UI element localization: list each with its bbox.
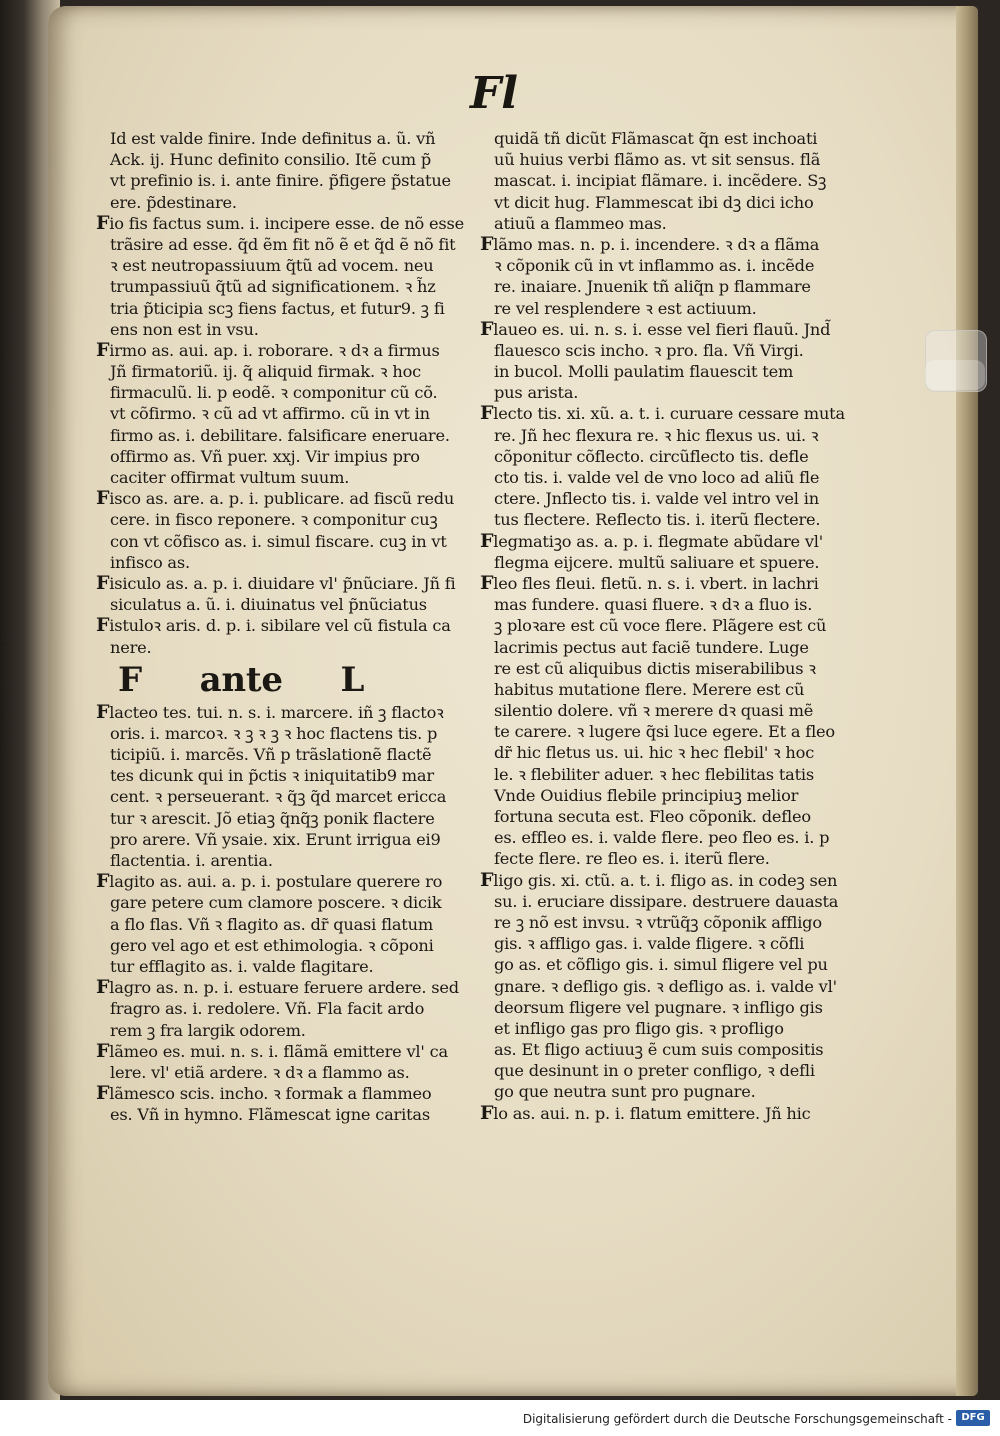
text-line: re. inaiare. Jnuenik tñ aliq̃n p flammare [494, 277, 811, 297]
text-line: firmo as. i. debilitare. falsificare eneruare. [110, 425, 450, 445]
text-line: pro arere. Vñ ysaie. xix. Erunt irrigua ei9 [110, 829, 441, 849]
text-line: cõponitur cõflecto. circũflecto tis. defle [494, 446, 809, 466]
text-line: Flo as. aui. n. p. i. flatum emittere. Jñ hic [480, 1102, 811, 1124]
text-line: ticipiũ. i. marcẽs. Vñ p trãslationẽ flactẽ [110, 745, 432, 765]
text-line: Jñ firmatoriũ. ij. q̃ aliquid firmak. ꝛ hoc [110, 362, 421, 382]
text-line: le. ꝛ flebiliter aduer. ꝛ hec flebilitas tatis [494, 764, 814, 784]
dfg-logo: DFG [956, 1410, 990, 1426]
text-line: vt dicit hug. Flammescat ibi dꝫ dici icho [494, 192, 814, 212]
text-line: tria p̃ticipia scꝫ fiens factus, et futur9. ꝫ fi [110, 298, 445, 318]
text-line: gare petere cum clamore poscere. ꝛ dicik [110, 893, 442, 913]
text-line: tur ꝛ arescit. Jõ etiaꝫ q̃nq̃ꝫ ponik flactere [110, 808, 435, 828]
text-line: in bucol. Molli paulatim flauescit tem [494, 362, 794, 382]
text-line: trumpassiuũ q̃tũ ad significationem. ꝛ h̃z [110, 277, 436, 297]
text-line: silentio dolere. vñ ꝛ merere dꝛ quasi mẽ [494, 701, 814, 721]
text-line: Fio fis factus sum. i. incipere esse. de nõ esse [96, 212, 465, 234]
text-line: tus flectere. Reflecto tis. i. iterũ flectere. [494, 510, 821, 530]
text-line: firmaculũ. li. p eodẽ. ꝛ componitur cũ cõ. [110, 383, 438, 403]
text-line: et infligo gas pro fligo gis. ꝛ profligo [494, 1018, 784, 1038]
text-line: Vnde Ouidius flebile principiuꝫ melior [494, 785, 799, 805]
text-line: infisco as. [110, 552, 190, 572]
text-line: Flacteo tes. tui. n. s. i. marcere. iñ ꝫ flactoꝛ [96, 701, 444, 723]
text-line: oris. i. marcoꝛ. ꝛ ꝫ ꝛ ꝫ ꝛ hoc flactens tis. p [110, 723, 438, 743]
text-line: es. Vñ in hymno. Flãmescat igne caritas [110, 1105, 430, 1125]
text-line: re ꝫ nõ est invsu. ꝛ vtrũq̃ꝫ cõponik affligo [494, 912, 822, 932]
text-line: Fisiculo as. a. p. i. diuidare vl' p̃nũciare. Jñ fi [96, 572, 456, 594]
text-line: flauesco scis incho. ꝛ pro. fla. Vñ Virgi. [494, 340, 804, 360]
text-line: uũ huius verbi flãmo as. vt sit sensus. flã [494, 150, 821, 170]
footer [0, 1400, 1000, 1436]
text-line: Flãmesco scis. incho. ꝛ formak a flammeo [96, 1083, 432, 1105]
page-right-edge [956, 6, 978, 1396]
text-line: Fisco as. are. a. p. i. publicare. ad fiscũ redu [96, 488, 455, 510]
text-line: cere. in fisco reponere. ꝛ componitur cuꝫ [110, 510, 438, 530]
text-line: dr̃ hic fletus us. ui. hic ꝛ hec flebil' ꝛ hoc [494, 743, 815, 763]
text-line: gero vel ago et est ethimologia. ꝛ cõponi [110, 935, 434, 955]
text-line: rem ꝫ fra largik odorem. [110, 1020, 306, 1040]
text-line: te carere. ꝛ lugere q̃si luce egere. Et a fleo [494, 722, 835, 742]
text-line: con vt cõfisco as. i. simul fiscare. cuꝫ in vt [110, 531, 447, 551]
text-line: es. effleo es. i. valde flere. peo fleo es. i. p [494, 828, 830, 848]
text-line: Flegmatiꝫo as. a. p. i. flegmate abũdare vl' [480, 530, 824, 552]
text-line: go que neutra sunt pro pugnare. [494, 1082, 756, 1102]
right-column [480, 128, 852, 1124]
text-line: re. Jñ hec flexura re. ꝛ hic flexus us. ui. ꝛ [494, 425, 819, 445]
text-line: ere. p̃destinare. [110, 192, 237, 212]
text-line: offirmo as. Vñ puer. xxj. Vir impius pro [110, 446, 420, 466]
text-line: Fligo gis. xi. ctũ. a. t. i. fligo as. in codeꝫ sen [480, 869, 838, 891]
text-line: ꝛ cõponik cũ in vt inflammo as. i. incẽde [494, 256, 815, 276]
text-line: Fleo fles fleui. fletũ. n. s. i. vbert. in lachri [480, 572, 819, 594]
text-line: pus arista. [494, 383, 579, 403]
text-line: Fistuloꝛ aris. d. p. i. sibilare vel cũ fistula ca [96, 615, 451, 637]
text-line: deorsum fligere vel pugnare. ꝛ infligo gis [494, 997, 823, 1017]
text-line: tes dicunk qui in p̃ctis ꝛ iniquitatib9 mar [110, 766, 434, 786]
text-line: ꝫ ploꝛare est cũ voce flere. Plãgere est cũ [494, 616, 827, 636]
text-line: flactentia. i. arentia. [110, 851, 273, 870]
text-line: Firmo as. aui. ap. i. roborare. ꝛ dꝛ a firmus [96, 339, 440, 361]
text-line: mascat. i. incipiat flãmare. i. incẽdere. Sꝫ [494, 171, 827, 191]
text-line: re est cũ aliquibus dictis miserabilibus ꝛ [494, 658, 816, 678]
text-line: gnare. ꝛ defligo gis. ꝛ defligo as. i. valde vl' [494, 976, 837, 996]
text-line: fecte flere. re fleo es. i. iterũ flere. [494, 849, 770, 869]
text-line: atiuũ a flammeo mas. [494, 213, 667, 233]
text-line: ꝛ est neutropassiuum q̃tũ ad vocem. neu [110, 256, 434, 276]
text-line: que desinunt in o preter confligo, ꝛ defli [494, 1061, 815, 1081]
text-line: ens non est in vsu. [110, 319, 259, 339]
text-line: go as. et cõfligo gis. i. simul fligere vel pu [494, 955, 828, 975]
text-line: a flo flas. Vñ ꝛ flagito as. dr̃ quasi flatum [110, 914, 433, 934]
page-header-letter: Fl [470, 68, 518, 119]
text-line: as. Et fligo actiuuꝫ ẽ cum suis compositis [494, 1040, 824, 1060]
text-line: mas fundere. quasi fluere. ꝛ dꝛ a fluo is. [494, 595, 813, 615]
text-line: flegma eijcere. multũ saliuare et spuere. [494, 552, 820, 572]
text-line: fragro as. i. redolere. Vñ. Fla facit ardo [110, 999, 425, 1019]
text-line: Flãmo mas. n. p. i. incendere. ꝛ dꝛ a flãma [480, 233, 820, 255]
left-column [96, 128, 466, 1125]
text-line: trãsire ad esse. q̃d ẽm fit nõ ẽ et q̃d ẽ nõ fit [110, 234, 456, 254]
text-line: quidã tñ dicũt Flãmascat q̃n est inchoati [494, 129, 818, 148]
text-line: fortuna secuta est. Fleo cõponik. defleo [494, 807, 811, 826]
text-line: Id est valde finire. Inde definitus a. ũ. vñ [110, 129, 436, 148]
text-line: cto tis. i. valde vel de vno loco ad aliũ fle [494, 468, 820, 487]
text-line: lere. vl' etiã ardere. ꝛ dꝛ a flammo as. [110, 1062, 410, 1082]
scanner-clip-highlight [925, 360, 985, 390]
text-line: cent. ꝛ perseuerant. ꝛ q̃ꝫ q̃d marcet ericca [110, 787, 447, 807]
text-line: ctere. Jnflecto tis. i. valde vel intro vel in [494, 489, 819, 509]
text-line: Flecto tis. xi. xũ. a. t. i. curuare cessare muta [480, 403, 845, 425]
text-line: vt cõfirmo. ꝛ cũ ad vt affirmo. cũ in vt in [110, 404, 430, 424]
section-heading: F ante L [118, 659, 365, 700]
text-line: lacrimis pectus aut faciẽ tundere. Luge [494, 637, 809, 657]
text-line: Flãmeo es. mui. n. s. i. flãmã emittere vl' ca [96, 1040, 448, 1062]
text-line: Flaueo es. ui. n. s. i. esse vel fieri flauũ. Jnd̃ [480, 318, 831, 340]
text-line: Ack. ij. Hunc definito consilio. Itẽ cum p̃ [110, 150, 432, 170]
left-edge-text: Ildefonsus libro de illis itaque ... fidiis ... adiuctor ... ideo ... facies ... sedandum [0, 309, 13, 750]
text-line: Flagito as. aui. a. p. i. postulare querere ro [96, 871, 443, 893]
text-line: re vel resplendere ꝛ est actiuum. [494, 298, 757, 318]
text-line: Flagro as. n. p. i. estuare feruere ardere. sed [96, 977, 459, 999]
text-line: gis. ꝛ affligo gas. i. valde fligere. ꝛ cõfli [494, 934, 805, 954]
text-line: su. i. eruciare dissipare. destruere dauasta [494, 891, 839, 911]
text-line: habitus mutatione flere. Merere est cũ [494, 679, 805, 699]
footer-credit: Digitalisierung gefördert durch die Deutsche Forschungsgemeinschaft - [522, 1412, 952, 1426]
text-line: vt prefinio is. i. ante finire. p̃figere p̃statue [110, 171, 451, 191]
text-line: tur efflagito as. i. valde flagitare. [110, 956, 374, 976]
text-line: siculatus a. ũ. i. diuinatus vel p̃nũciatus [110, 595, 427, 615]
text-line: caciter offirmat vultum suum. [110, 468, 350, 487]
text-line: nere. [110, 637, 152, 657]
